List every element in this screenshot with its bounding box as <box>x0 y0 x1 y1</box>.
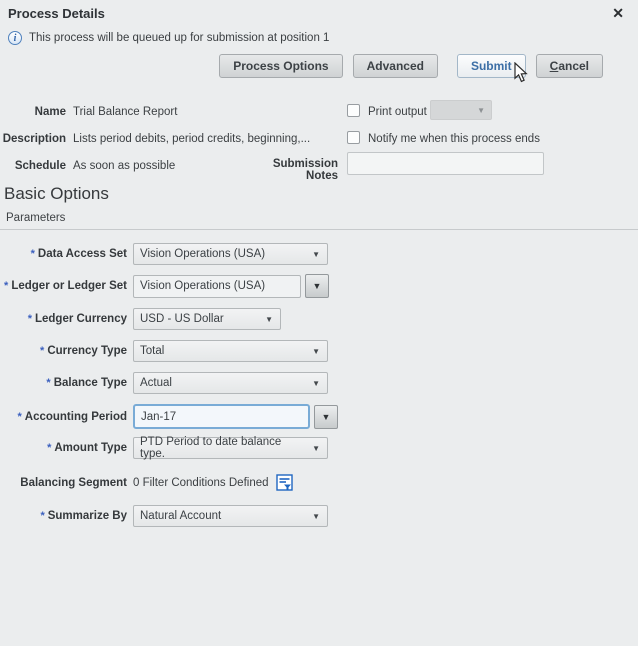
print-output-select <box>430 100 492 120</box>
filter-conditions-icon[interactable] <box>276 474 293 491</box>
chevron-down-icon: ▼ <box>477 105 485 115</box>
chevron-down-icon: ▼ <box>312 378 320 388</box>
required-icon: * <box>40 510 45 522</box>
balance-type-select[interactable] <box>133 372 328 394</box>
summarize-by-select[interactable] <box>133 505 328 527</box>
cancel-button[interactable] <box>536 54 603 78</box>
info-icon: i <box>8 31 22 45</box>
data-access-set-label: Data Access Set <box>37 248 127 260</box>
chevron-down-icon: ▼ <box>321 411 331 422</box>
amount-type-row <box>0 437 328 459</box>
required-icon: * <box>47 442 52 454</box>
chevron-down-icon: ▼ <box>312 249 320 259</box>
required-icon: * <box>30 248 35 260</box>
description-value: Lists period debits, period credits, beginning,... <box>73 133 311 145</box>
info-message-row <box>8 31 329 45</box>
page-title: Process Details <box>8 6 105 21</box>
accounting-period-row <box>0 404 338 429</box>
ledger-or-ledger-set-input[interactable] <box>133 275 301 298</box>
chevron-down-icon: ▼ <box>312 443 320 453</box>
required-icon: * <box>4 280 9 292</box>
chevron-down-icon: ▼ <box>312 346 320 356</box>
required-icon: * <box>46 377 51 389</box>
info-message-text: This process will be queued up for submission at position 1 <box>29 32 330 44</box>
currency-type-row <box>0 340 328 362</box>
schedule-label: Schedule <box>14 160 66 172</box>
ledger-currency-label: Ledger Currency <box>34 313 127 325</box>
advanced-button[interactable]: Advanced <box>353 54 438 78</box>
accounting-period-label: Accounting Period <box>24 410 127 423</box>
action-button-row <box>219 54 603 78</box>
amount-type-label: Amount Type <box>54 442 127 454</box>
titlebar <box>8 5 628 23</box>
submission-notes-label: Submission Notes <box>272 158 338 182</box>
balance-type-value: Actual <box>140 377 172 389</box>
ledger-or-ledger-set-dropdown-button[interactable] <box>305 274 329 298</box>
basic-options-heading: Basic Options <box>4 184 109 203</box>
balance-type-row <box>0 372 328 394</box>
balancing-segment-row <box>0 474 293 491</box>
accounting-period-input[interactable] <box>133 404 310 429</box>
balancing-segment-label: Balancing Segment <box>20 476 127 489</box>
ledger-or-ledger-set-label: Ledger or Ledger Set <box>11 280 127 292</box>
chevron-down-icon: ▼ <box>312 511 320 521</box>
data-access-set-select[interactable] <box>133 243 328 265</box>
accounting-period-value: Jan-17 <box>141 410 177 423</box>
name-value: Trial Balance Report <box>73 106 178 118</box>
print-output-checkbox[interactable] <box>347 104 360 117</box>
currency-type-label: Currency Type <box>47 345 127 357</box>
accounting-period-dropdown-button[interactable] <box>314 405 338 429</box>
currency-type-select[interactable] <box>133 340 328 362</box>
process-options-button[interactable]: Process Options <box>219 54 342 78</box>
notify-checkbox[interactable] <box>347 131 360 144</box>
ledger-currency-row <box>0 308 281 330</box>
ledger-currency-value: USD - US Dollar <box>140 313 224 325</box>
submission-notes-input[interactable] <box>347 152 544 175</box>
parameters-divider <box>0 229 638 230</box>
data-access-set-row <box>0 243 328 265</box>
amount-type-value: PTD Period to date balance type. <box>140 436 282 460</box>
chevron-down-icon: ▼ <box>265 314 273 324</box>
name-label: Name <box>34 106 66 118</box>
cancel-button-label: Cancel <box>549 59 589 73</box>
summarize-by-row <box>0 505 328 527</box>
amount-type-select[interactable] <box>133 437 328 459</box>
ledger-currency-select[interactable] <box>133 308 281 330</box>
notify-label: Notify me when this process ends <box>368 133 540 145</box>
required-icon: * <box>17 410 22 423</box>
ledger-or-ledger-set-row <box>0 274 329 298</box>
schedule-value: As soon as possible <box>73 160 176 172</box>
close-icon[interactable]: ✕ <box>612 5 624 21</box>
required-icon: * <box>27 313 32 325</box>
chevron-down-icon: ▼ <box>312 281 322 291</box>
currency-type-value: Total <box>140 345 165 357</box>
summarize-by-label: Summarize By <box>47 510 127 522</box>
required-icon: * <box>40 345 45 357</box>
ledger-or-ledger-set-value: Vision Operations (USA) <box>140 280 266 292</box>
balance-type-label: Balance Type <box>53 377 127 389</box>
summarize-by-value: Natural Account <box>140 510 222 522</box>
data-access-set-value: Vision Operations (USA) <box>140 248 266 260</box>
balancing-segment-value: 0 Filter Conditions Defined <box>133 476 269 489</box>
submit-button[interactable]: Submit <box>457 54 526 78</box>
print-output-label: Print output <box>368 106 427 118</box>
description-label: Description <box>2 133 66 145</box>
parameters-subheading: Parameters <box>6 212 66 224</box>
